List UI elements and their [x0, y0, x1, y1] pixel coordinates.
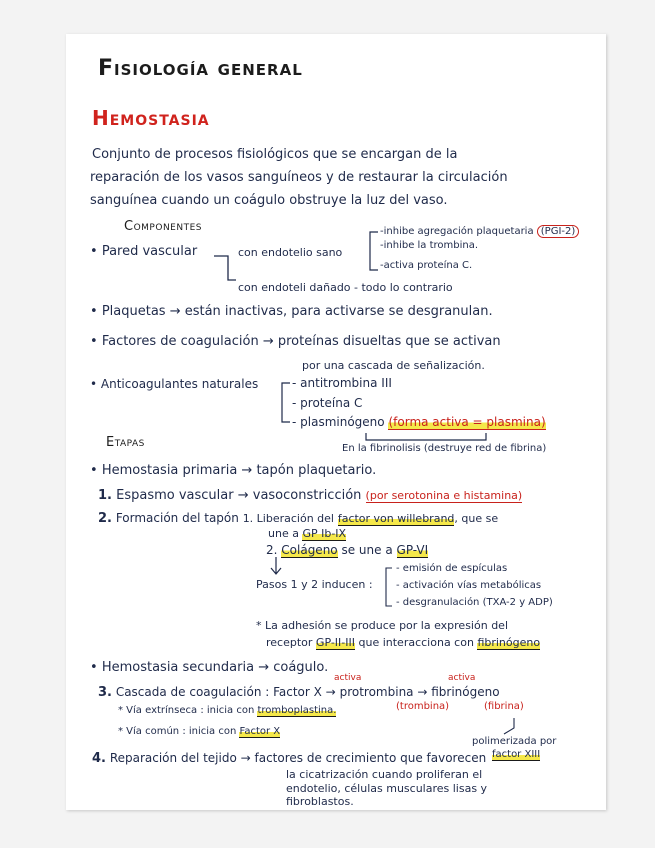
reparacion-line-2: la cicatrización cuando proliferan el: [286, 768, 483, 781]
endotelio-sano: con endotelio sano: [238, 246, 343, 259]
pasos-label: Pasos 1 y 2 inducen :: [256, 578, 373, 591]
anticoagulante-2: - proteína C: [292, 396, 363, 410]
receptor-text: receptor: [266, 636, 313, 649]
pasos-effect-3: - desgranulación (TXA-2 y ADP): [396, 597, 553, 608]
step2-line: [266, 544, 428, 556]
note-sheet: [66, 34, 606, 810]
bracket-icon: [282, 383, 290, 422]
sano-effect-3-text: activa proteína C.: [383, 260, 473, 271]
plasminogeno-text: plasminógeno: [300, 415, 385, 429]
sano-effect-3: -activa proteína C.: [380, 260, 473, 271]
reparacion-line-4: fibroblastos.: [286, 795, 354, 808]
step-number: 1.: [98, 488, 112, 503]
step-number: 4.: [92, 751, 106, 766]
anticoagulante-3: - plasminógeno (forma activa = plasmina): [292, 415, 546, 429]
bracket-icon: [370, 232, 378, 270]
via-comun: [118, 727, 280, 737]
anticoagulantes-text: Anticoagulantes naturales: [100, 377, 259, 391]
page-title: Fisiología general: [98, 56, 303, 81]
protrombina: protrombina: [339, 685, 414, 699]
fibrinolisis-note: En la fibrinolisis (destruye red de fibrina): [342, 443, 547, 454]
step2-text: se une a: [341, 543, 393, 557]
plaquetas-line: • Plaquetas → están inactivas, para activarse se desgranulan.: [90, 304, 493, 319]
via-extrinseca-text: * Vía extrínseca : inicia con: [118, 705, 255, 716]
hemostasia-primaria: • Hemostasia primaria → tapón plaquetario.: [90, 463, 377, 478]
down-arrow-icon: [271, 557, 281, 574]
factores-line-2: por una cascada de señalización.: [302, 359, 485, 372]
split-arrow-icon: [214, 256, 236, 280]
adhesion-line-2: [266, 637, 540, 648]
fibrinogeno-highlight: fibrinógeno: [477, 636, 541, 649]
pared-vascular-text: Pared vascular: [101, 244, 198, 259]
via-comun-text: * Vía común : inicia con: [118, 726, 237, 737]
factores-line-1: • Factores de coagulación → proteínas disueltas que se activan: [90, 334, 501, 349]
espasmo-note: (por serotonina e histamina): [365, 489, 523, 502]
definition-line-3: sanguínea cuando un coágulo obstruye la luz del vaso.: [90, 193, 448, 208]
plaquetas-text: Plaquetas → están inactivas, para activarse se desgranulan.: [101, 304, 493, 319]
factores-text: Factores de coagulación → proteínas disueltas que se activan: [101, 334, 501, 349]
espasmo-line: [98, 489, 522, 502]
section-title: Hemostasia: [92, 106, 210, 130]
factor-xiii-text: factor XIII: [492, 749, 541, 760]
curve-arrow-icon: [504, 718, 514, 734]
step1-une-a: une a: [268, 527, 299, 540]
von-willebrand: factor von willebrand: [337, 512, 455, 525]
gp-ib-ix: GP Ib-IX: [302, 527, 347, 540]
activa-label-2: activa: [448, 673, 476, 683]
polimerizada-note: polimerizada por: [472, 736, 557, 747]
reparacion-line-1: [92, 752, 486, 765]
reparacion-text: Reparación del tejido → factores de crecimiento que favorecen: [109, 751, 487, 765]
step1-text: 1. Liberación del: [242, 512, 334, 525]
step1-text-b: , que se: [454, 512, 499, 525]
definition-line-1: Conjunto de procesos fisiológicos que se encargan de la: [92, 147, 458, 162]
definition-line-2: reparación de los vasos sanguíneos y de restaurar la circulación: [90, 170, 508, 185]
pared-vascular-label: • Pared vascular: [90, 244, 198, 259]
anticoagulantes-label: • Anticoagulantes naturales: [90, 377, 259, 391]
step-number: 3.: [98, 685, 112, 700]
step1-line-2: [268, 528, 346, 539]
pasos-effect-1: - emisión de espículas: [396, 563, 508, 574]
pasos-effect-2: - activación vías metabólicas: [396, 580, 542, 591]
colageno: Colágeno: [281, 543, 338, 557]
sano-effect-2-text: inhibe la trombina.: [383, 240, 479, 251]
step-number: 2.: [98, 511, 112, 526]
pgi2-badge: (PGI-2): [537, 225, 580, 238]
endotelio-danado: con endoteli dañado - todo lo contrario: [238, 281, 453, 294]
hemostasia-secundaria-text: Hemostasia secundaria → coágulo.: [101, 660, 329, 675]
bracket-icon: [386, 568, 392, 606]
formacion-label: Formación del tapón: [115, 511, 239, 525]
formacion-line: [98, 512, 498, 525]
fibrina-note: (fibrina): [484, 701, 524, 712]
componentes-heading: Componentes: [124, 219, 202, 234]
sano-effect-1-text: inhibe agregación plaquetaria: [383, 226, 534, 237]
proteina-c-text: proteína C: [300, 396, 363, 410]
step2-num: 2.: [266, 543, 278, 557]
espasmo-text: Espasmo vascular → vasoconstricción: [116, 488, 362, 503]
anticoagulante-1: - antitrombina III: [292, 376, 392, 390]
bracket-icon: [366, 433, 486, 440]
cascada-line: 3. Cascada de coagulación : Factor X → protrombina → fibrinógeno: [98, 685, 500, 700]
trombina-note: (trombina): [396, 701, 450, 712]
reparacion-line-3: endotelio, células musculares lisas y: [286, 782, 488, 795]
fibrinogeno: fibrinógeno: [431, 685, 500, 699]
gp-vi: GP-VI: [396, 543, 429, 557]
antitrombina-text: antitrombina III: [300, 376, 392, 390]
factor-x-highlight: Factor X: [239, 726, 281, 737]
gp-ii-iii: GP-II-III: [315, 636, 355, 649]
sano-effect-1: -inhibe agregación plaquetaria (PGI-2): [380, 227, 579, 237]
tromboplastina: tromboplastina.: [257, 705, 337, 716]
hemostasia-secundaria: • Hemostasia secundaria → coágulo.: [90, 660, 329, 675]
adhesion-line-1: * La adhesión se produce por la expresión del: [256, 619, 508, 632]
interacciona-text: que interacciona con: [358, 636, 474, 649]
cascada-text: Cascada de coagulación : Factor X →: [115, 685, 336, 699]
activa-label-1: activa: [334, 673, 362, 683]
via-extrinseca: [118, 706, 336, 716]
plasmina-note: (forma activa = plasmina): [388, 415, 546, 429]
hemostasia-primaria-text: Hemostasia primaria → tapón plaquetario.: [101, 463, 377, 478]
factor-xiii: [492, 750, 540, 760]
sano-effect-2: -inhibe la trombina.: [380, 240, 479, 251]
etapas-heading: Etapas: [106, 435, 145, 450]
